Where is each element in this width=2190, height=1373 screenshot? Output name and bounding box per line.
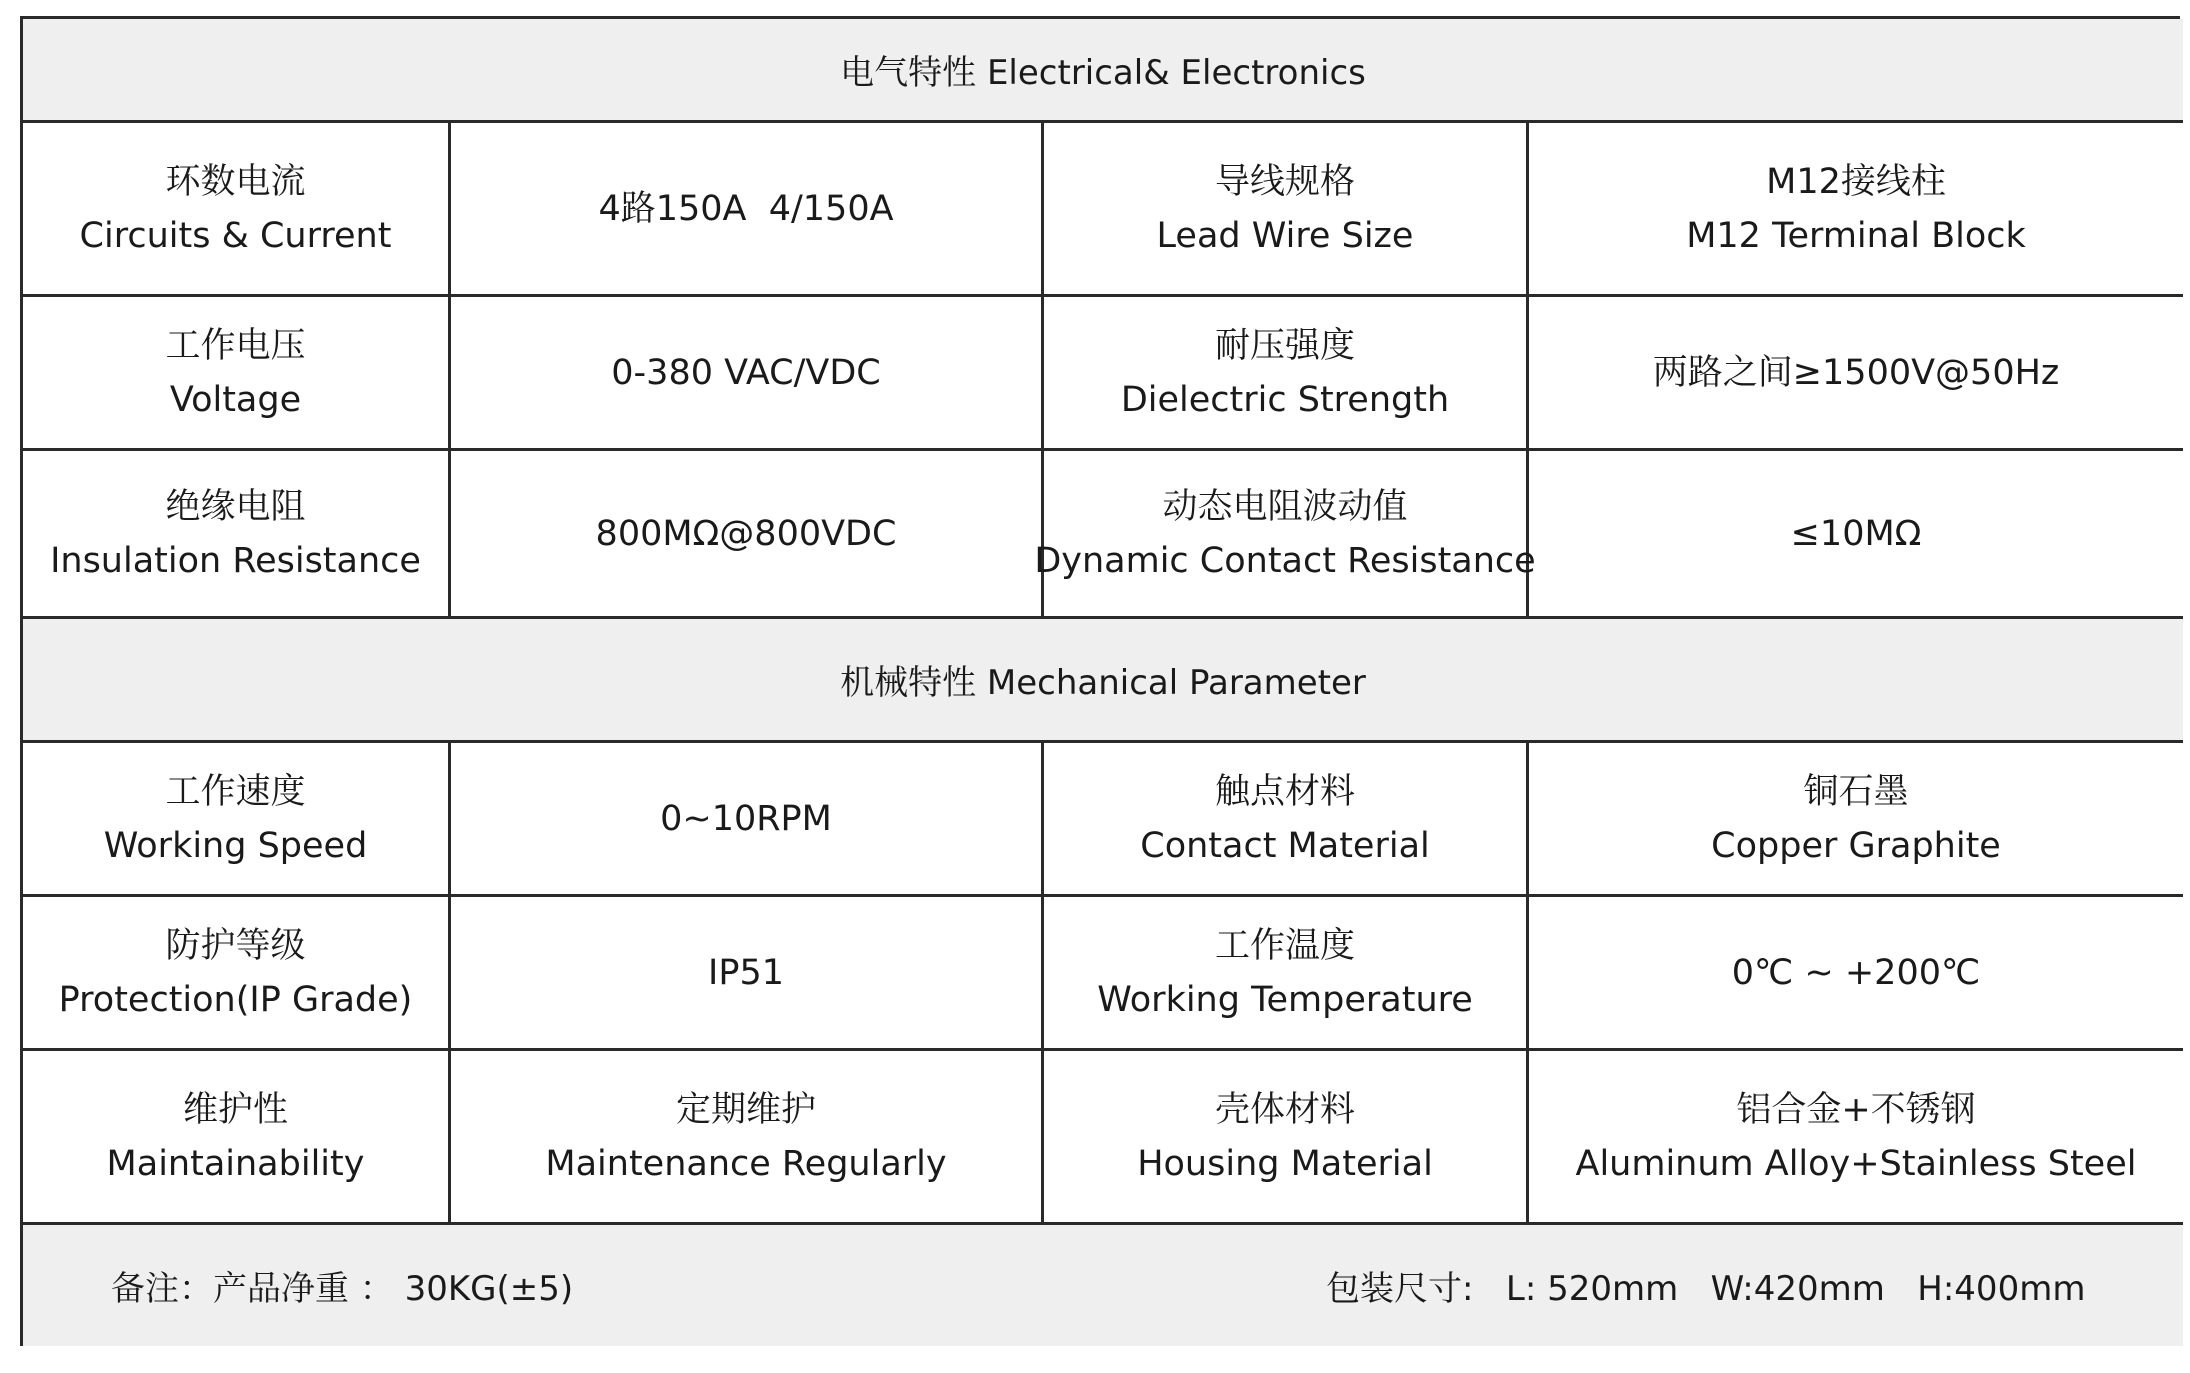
spec-row-speed: [23, 743, 2183, 897]
packing-size: 包装尺寸: L: 520mm W:420mm H:400mm: [1326, 1269, 2086, 1309]
label-en: Voltage: [169, 379, 302, 420]
mechanical-section-header: [23, 619, 2183, 743]
value-text: IP51: [708, 952, 784, 993]
label-cn: 动态电阻波动值: [1162, 486, 1408, 527]
spec-row-voltage: [23, 297, 2183, 451]
label-en: Dynamic Contact Resistance: [1034, 540, 1536, 581]
label-cell: [23, 897, 451, 1048]
label-en: Contact Material: [1140, 825, 1430, 866]
label-cn: 绝缘电阻: [165, 486, 306, 527]
label-cn: 防护等级: [165, 925, 306, 966]
mechanical-section-title: 机械特性 Mechanical Parameter: [840, 663, 1366, 703]
label-cell: [1044, 743, 1529, 894]
label-cn: 工作电压: [165, 325, 306, 366]
value-cell: [451, 1051, 1044, 1222]
value-cell: [451, 743, 1044, 894]
label-cn: 耐压强度: [1214, 325, 1355, 366]
label-cell: [23, 743, 451, 894]
electrical-section-title: 电气特性 Electrical& Electronics: [840, 53, 1366, 93]
value-text: 4路150A 4/150A: [598, 188, 894, 229]
label-en: Working Temperature: [1097, 979, 1473, 1020]
value-cell: [451, 123, 1044, 294]
label-cell: [1044, 1051, 1529, 1222]
value-cn: 定期维护: [675, 1089, 816, 1130]
value-cn: 铜石墨: [1803, 771, 1909, 812]
value-cell: [1529, 743, 2183, 894]
spec-row-insulation: [23, 451, 2183, 619]
label-cell: [23, 297, 451, 448]
label-cell: [1044, 297, 1529, 448]
value-cell: [451, 897, 1044, 1048]
label-en: Insulation Resistance: [50, 540, 421, 581]
label-cn: 工作速度: [165, 771, 306, 812]
label-en: Circuits & Current: [79, 215, 392, 256]
label-en: Maintainability: [106, 1143, 365, 1184]
value-cell: [1529, 297, 2183, 448]
value-cell: [1529, 1051, 2183, 1222]
value-text: 800MΩ@800VDC: [595, 513, 897, 554]
value-cell: [1529, 123, 2183, 294]
label-cn: 工作温度: [1214, 925, 1355, 966]
label-en: Protection(IP Grade): [58, 979, 413, 1020]
label-cell: [1044, 123, 1529, 294]
value-cell: [451, 297, 1044, 448]
value-cell: [1529, 897, 2183, 1048]
label-cn: 导线规格: [1214, 161, 1355, 202]
label-cell: [23, 451, 451, 616]
label-cn: 环数电流: [165, 161, 306, 202]
label-cell: [1044, 897, 1529, 1048]
label-cell: [1034, 451, 1536, 616]
weight-note: 备注：产品净重 ： 30KG(±5): [111, 1269, 574, 1309]
label-en: Lead Wire Size: [1156, 215, 1414, 256]
value-cell: [1529, 451, 2183, 616]
label-cn: 壳体材料: [1214, 1089, 1355, 1130]
spec-row-circuits: [23, 123, 2183, 297]
label-cn: 触点材料: [1214, 771, 1355, 812]
value-text: 0℃ ~ +200℃: [1731, 952, 1981, 993]
value-text: 0~10RPM: [660, 798, 832, 839]
value-text: ≤10MΩ: [1790, 513, 1922, 554]
spec-row-maintainability: [23, 1051, 2183, 1225]
label-cn: 维护性: [182, 1089, 288, 1130]
label-cell: [23, 1051, 451, 1222]
value-cn: M12接线柱: [1766, 161, 1946, 202]
value-text: 0-380 VAC/VDC: [611, 352, 881, 393]
value-en: Maintenance Regularly: [545, 1143, 947, 1184]
footer-row: [23, 1225, 2183, 1346]
value-en: Copper Graphite: [1711, 825, 2001, 866]
spec-row-protection: [23, 897, 2183, 1051]
electrical-section-header: [23, 19, 2183, 123]
label-en: Working Speed: [103, 825, 368, 866]
label-cell: [23, 123, 451, 294]
label-en: Housing Material: [1137, 1143, 1433, 1184]
value-en: Aluminum Alloy+Stainless Steel: [1575, 1143, 2137, 1184]
value-cell: [451, 451, 1044, 616]
value-text: 两路之间≥1500V@50Hz: [1652, 352, 2060, 393]
spec-table: [20, 16, 2180, 1346]
label-en: Dielectric Strength: [1120, 379, 1450, 420]
value-en: M12 Terminal Block: [1686, 215, 2026, 256]
value-cn: 铝合金+不锈钢: [1736, 1089, 1976, 1130]
